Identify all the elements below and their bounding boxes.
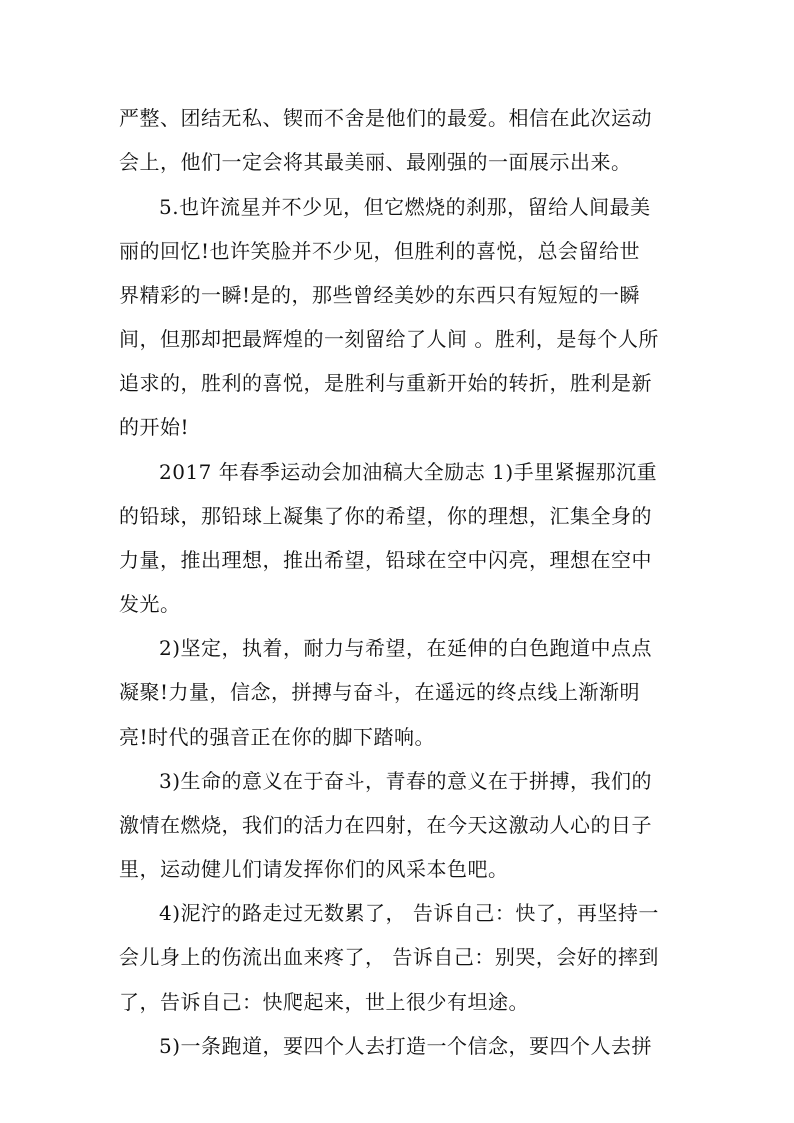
text-line: 里，运动健儿们请发挥你们的风采本色吧。 (119, 857, 509, 881)
text-line: 了，告诉自己：快爬起来，世上很少有坦途。 (119, 990, 529, 1014)
text-line: 发光。 (119, 592, 181, 616)
text-line: 的铅球，那铅球上凝集了你的希望，你的理想，汇集全身的 (119, 504, 652, 528)
paragraph-start-line: 4)泥泞的路走过无数累了， 告诉自己：快了，再坚持一 (159, 901, 659, 925)
paragraph-start-line: 2017 年春季运动会加油稿大全励志 1)手里紧握那沉重 (159, 460, 658, 484)
text-line: 激情在燃烧，我们的活力在四射，在今天这激动人心的日子 (119, 813, 652, 837)
text-line: 界精彩的一瞬!是的，那些曾经美妙的东西只有短短的一瞬 (119, 283, 641, 307)
text-line: 会上，他们一定会将其最美丽、最刚强的一面展示出来。 (119, 150, 632, 174)
paragraph-start-line: 2)坚定，执着，耐力与希望，在延伸的白色跑道中点点 (159, 636, 653, 660)
text-line: 追求的，胜利的喜悦，是胜利与重新开始的转折，胜利是新 (119, 371, 652, 395)
paragraph-start-line: 5.也许流星并不少见，但它燃烧的刹那，留给人间最美 (159, 195, 651, 219)
paragraph-start-line: 3)生命的意义在于奋斗，青春的意义在于拼搏，我们的 (159, 769, 653, 793)
text-line: 间，但那却把最辉煌的一刻留给了人间 。胜利，是每个人所 (119, 327, 659, 351)
text-line: 亮!时代的强音正在你的脚下踏响。 (119, 725, 436, 749)
text-line: 的开始! (119, 415, 190, 439)
text-line: 凝聚!力量，信念，拼搏与奋斗，在遥远的终点线上渐渐明 (119, 680, 641, 704)
text-line: 会儿身上的伤流出血来疼了， 告诉自己：别哭，会好的摔到 (119, 945, 659, 969)
text-line: 严整、团结无私、锲而不舍是他们的最爱。相信在此次运动 (119, 106, 652, 130)
text-line: 力量，推出理想，推出希望，铅球在空中闪亮，理想在空中 (119, 548, 652, 572)
paragraph-start-line: 5)一条跑道，要四个人去打造一个信念，要四个人去拼 (159, 1034, 653, 1058)
text-line: 丽的回忆!也许笑脸并不少见，但胜利的喜悦，总会留给世 (119, 239, 641, 263)
